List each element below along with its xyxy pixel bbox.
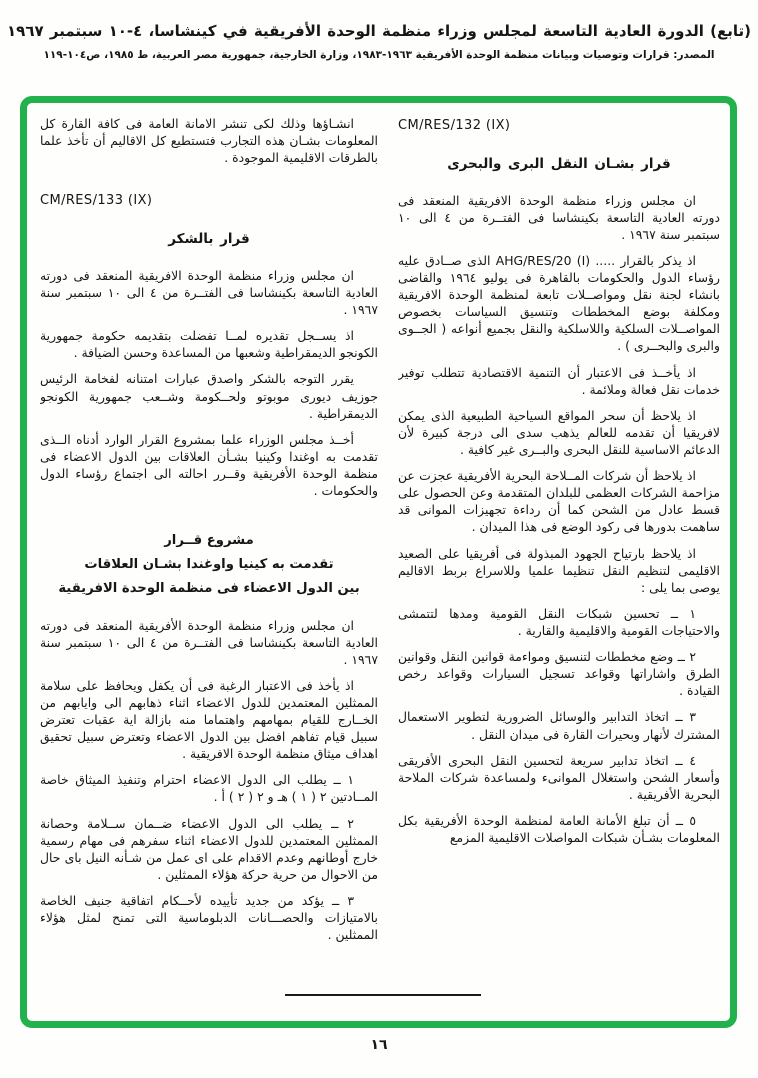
paragraph: ٥ ــ أن تبلغ الأمانة العامة لمنظمة الوحدة الأفريقية بكل المعلومات بشـأن شبكات المواصلات الاقليمية المزمع xyxy=(398,812,720,846)
paragraph: اذ يلاحظ أن سحر المواقع السياحية الطبيعية الذى يمكن لافريقيا أن تقدمه للعالم يذهب سدى الى درجة كبيرة لأن الدعائم الاساسية للنقل البحرى والبــرى غير كافية . xyxy=(398,407,720,457)
paragraph: ان مجلس وزراء منظمة الوحدة الأفريقية المنعقد فى دورته العادية التاسعة بكينشاسا فى الفتــرة من ٤ الى ١٠ سبتمبر سنة ١٩٦٧ . xyxy=(40,617,378,667)
paragraph: اذ يأخذ فى الاعتبار الرغبة فى أن يكفل ويحافظ على سلامة الممثلين المعتمدين للدول الاعضاء اثناء ذهابهم الى وايابهم من الخــارج للقيام بمهامهم واهتماما منه بازالة اية عقبات تعترض سبيل قيام تفاهم افضل بين الدول الاعضاء وتعترض سبيل تحقيق اهداف ميثاق منظمة الوحدة الافريقية . xyxy=(40,677,378,762)
paragraph: ٢ ــ يطلب الى الدول الاعضاء ضــمان ســلامة وحصانة الممثلين المعتمدين للدول الاعضاء اثناء سفرهم فى مهام رسمية خارج أوطانهم وعدم الاقدام على اى عمل من شـأنه النيل باى حال من الاحوال من حرية حركة هؤلاء الممثلين . xyxy=(40,815,378,882)
paragraph: اذ يســجل تقديره لمــا تفضلت بتقديمه حكومة جمهورية الكونجو الديمقراطية وشعبها من المساعدة وحسن الضيافة . xyxy=(40,328,378,361)
paragraph: ٣ ــ اتخاذ التدابير والوسائل الضرورية لتطوير الاستعمال المشترك لأنهار وبحيرات القارة فى ميدان النقل . xyxy=(398,709,720,742)
footnote-rule xyxy=(285,994,481,996)
paragraph: ٢ ــ وضع مخططات لتنسيق ومواءمة قوانين النقل وقوانين الطرق واشاراتها وقواعد تسجيل السيارات وقواعد رخص القيادة . xyxy=(398,649,720,699)
green-border-frame xyxy=(20,96,737,1028)
resolution-title xyxy=(40,529,378,600)
paragraph: انشـاؤها وذلك لكى تنشر الامانة العامة فى كافة القارة كل المعلومات بشـان هذه التجارب فتستطيع كل الاقاليم أن تأخذ علما بالطرقات الاقليمية الموجودة . xyxy=(40,116,378,166)
resolution-title: قرار بالشكر xyxy=(168,231,250,248)
paragraph: ١ ــ تحسين شبكات النقل القومية ومدها لتتمشى والاحتياجات القومية والاقليمية والقارية . xyxy=(398,605,720,638)
paragraph: ٤ ــ اتخاذ تدابير سريعة لتحسين النقل البحرى الأفريقى وأسعار الشحن واستغلال الموانىء ولمساعدة شركات الملاحة البحرية الأفريقية . xyxy=(398,752,720,802)
resolution-title: قرار بشـان النقل البرى والبحرى xyxy=(447,155,671,172)
paragraph: ان مجلس وزراء منظمة الوحدة الافريقية المنعقد فى دورته العادية التاسعة بكينشاسا فى الفتــرة من ٤ الى ١٠ سبتمبر سنة ١٩٦٧ . xyxy=(398,192,720,242)
title-line: تقدمت به كينيا واوغندا بشـان العلاقات xyxy=(84,556,334,572)
paragraph: اذ يذكر بالقرار ..... AHG/RES/20 (I) الذى صــادق عليه رؤساء الدول والحكومات بالقاهرة فى يوليو ١٩٦٤ والقاضى بانشاء لجنة نقل ومواصــلات تابعة لمنظمة الوحدة الافريقية ومكلفة بوضع المخططات وتنسيق السياسات بخصوص المواصــلات السلكية واللاسلكية والنقل بجميع أنواعه ( الجــوى والبرى والبحــرى ) . xyxy=(398,252,720,354)
source-citation: المصدر: قرارات وتوصيات وبيانات منظمة الوحدة الأفريقية ١٩٦٣-١٩٨٣، وزارة الخارجية، جمهورية مصر العربية، ط ١٩٨٥، ص١٠٤-١١٩ xyxy=(43,49,715,61)
title-line: بين الدول الاعضاء فى منظمة الوحدة الافريقية xyxy=(58,580,360,596)
paragraph: اذ يلاحظ بارتياح الجهود المبذولة فى أفريقيا على الصعيد الاقليمى لتنظيم النقل تنظيما علميا وللاسراع بربط الاقاليم يوصى بما يلى : xyxy=(398,545,720,595)
paragraph: أخــذ مجلس الوزراء علما بمشروع القرار الوارد أدناه الــذى تقدمت به اوغندا وكينيا بشـأن العلاقات بين الدول الاعضاء فى منظمة الوحدة الأفريقية وقــرر احالته الى اجتماع رؤساء الدول والحكومات . xyxy=(40,431,378,499)
page-number: ١٦ xyxy=(370,1037,388,1053)
title-line: مشروع قــرار xyxy=(164,533,254,549)
paragraph: اذ يأخــذ فى الاعتبار أن التنمية الاقتصادية تتطلب توفير خدمات نقل فعالة وملائمة . xyxy=(398,364,720,397)
resolution-code: CM/RES/132 (IX) xyxy=(398,118,511,133)
paragraph: يقرر التوجه بالشكر واصدق عبارات امتنانه لفخامة الرئيس جوزيف ديورى موبوتو ولحــكومة وشــعب جمهورية الكونجو الديمقراطية . xyxy=(40,371,378,421)
page-header xyxy=(0,0,758,61)
session-title: (تابع) الدورة العادية التاسعة لمجلس وزراء منظمة الوحدة الأفريقية في كينشاسا، ٤-١٠ سبتمبر ١٩٦٧ xyxy=(7,22,751,40)
column-right xyxy=(398,115,720,1011)
column-left xyxy=(40,115,378,1011)
paragraph: ١ ــ يطلب الى الدول الاعضاء احترام وتنفيذ الميثاق خاصة المــادتين ٢ ( ١ ) هـ و ٢ ( ٢ ) أ . xyxy=(40,772,378,805)
paragraph: ٣ ــ يؤكد من جديد تأييده لأحــكام اتفاقية جنيف الخاصة بالامتيازات والحصـــانات الدبلوماسية التى تمنح لمثل هؤلاء الممثلين . xyxy=(40,893,378,943)
resolution-code: CM/RES/133 (IX) xyxy=(40,193,153,209)
paragraph: اذ يلاحظ أن شركات المــلاحة البحرية الأفريقية عجزت عن مزاحمة الشركات العظمى للبلدان المتقدمة وعن الحصول على قسط عادل من الشحن كما أن رداءة تجهيزات الموانى قد ساهمت بدورها فى ركود الوضع فى هذا الميدان . xyxy=(398,468,720,535)
paragraph: ان مجلس وزراء منظمة الوحدة الافريقية المنعقد فى دورته العادية التاسعة بكينشاسا فى الفتــرة من ٤ الى ١٠ سبتمبر سنة ١٩٦٧ . xyxy=(40,267,378,318)
